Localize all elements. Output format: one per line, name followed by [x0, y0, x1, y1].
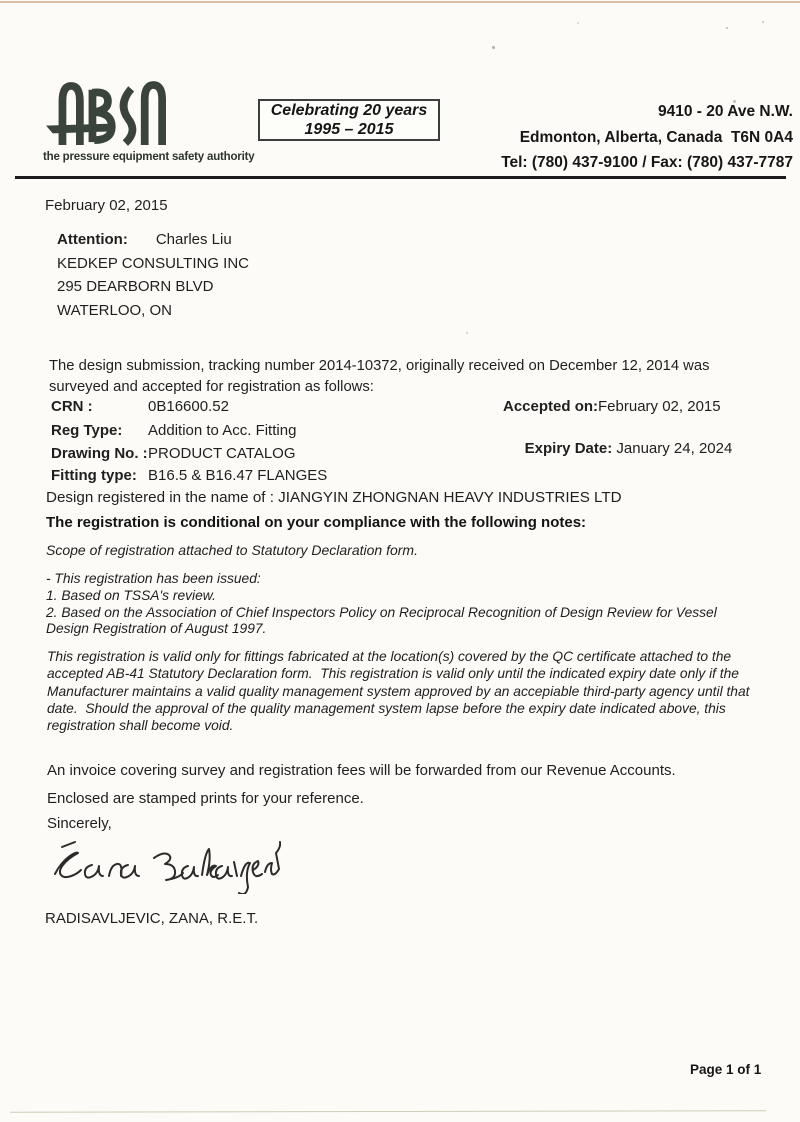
- recipient-city: WATERLOO, ON: [57, 301, 173, 319]
- scan-speck: [577, 22, 579, 24]
- page-number: Page 1 of 1: [690, 1062, 762, 1077]
- enclosed-line: Enclosed are stamped prints for your reference.: [47, 790, 364, 807]
- scan-speck: [466, 332, 468, 334]
- attention-label: Attention:: [57, 231, 128, 248]
- logo-tagline: the pressure equipment safety authority: [43, 151, 255, 163]
- conditional-heading: The registration is conditional on your compliance with the following notes:: [46, 514, 587, 531]
- anniversary-box: [258, 99, 440, 141]
- address-line2: Edmonton, Alberta, Canada T6N 0A4: [519, 128, 793, 146]
- fitting-type-value: B16.5 & B16.47 FLANGES: [148, 467, 328, 484]
- field-expiry-date: [508, 423, 732, 474]
- attention-name: Charles Liu: [155, 231, 232, 248]
- crn-label: CRN :: [51, 398, 93, 415]
- issued-note-line: 1. Based on TSSA's review.: [46, 587, 216, 603]
- address-line3: Tel: (780) 437-9100 / Fax: (780) 437-7787: [501, 154, 793, 171]
- reg-type-value: Addition to Acc. Fitting: [148, 422, 297, 439]
- accepted-on-value: February 02, 2015: [598, 398, 721, 415]
- header-divider-rule: [15, 176, 786, 179]
- registered-name-line: Design registered in the name of : JIANGYIN ZHONGNAN HEAVY INDUSTRIES LTD: [46, 489, 622, 506]
- scan-edge-top: [0, 1, 800, 3]
- reg-type-label: Reg Type:: [51, 422, 123, 439]
- anniversary-line1: Celebrating 20 years: [270, 102, 428, 119]
- recipient-street: 295 DEARBORN BLVD: [57, 278, 214, 295]
- field-accepted-on: [503, 398, 721, 415]
- anniversary-line2: 1995 – 2015: [304, 121, 394, 138]
- signer-name: RADISAVLJEVIC, ZANA, R.E.T.: [45, 910, 259, 927]
- address-line1: 9410 - 20 Ave N.W.: [658, 103, 793, 120]
- drawing-no-label: Drawing No. :: [51, 445, 148, 462]
- field-crn: [51, 398, 229, 415]
- validity-paragraph: This registration is valid only for fittings fabricated at the location(s) covered by the QC certificate attached to the accepted AB-41 Statutory Declaration form. This registration is valid only until the indicated expiry date only if the Manufacturer maintains a valid quality management system approved by an accepiable third-party agency until that date. Should the approval of the quality management system lapse before the expiry date indicated above, this registration shall become void.: [47, 649, 754, 734]
- crn-value: 0B16600.52: [148, 398, 229, 415]
- issued-note-line: - This registration has been issued:: [46, 571, 261, 586]
- letterhead-address: [501, 99, 793, 176]
- expiry-date-label: Expiry Date:: [524, 440, 613, 457]
- accepted-on-label: Accepted on:: [503, 398, 599, 415]
- letter-date: February 02, 2015: [45, 197, 168, 214]
- scan-speck: [762, 21, 764, 23]
- scan-edge-bottom: [10, 1110, 766, 1113]
- closing-line: Sincerely,: [47, 815, 112, 832]
- invoice-line: An invoice covering survey and registration fees will be forwarded from our Revenue Accounts.: [47, 762, 676, 779]
- scan-speck: [492, 46, 495, 49]
- drawing-no-value: PRODUCT CATALOG: [148, 445, 296, 462]
- field-fitting-type: [51, 467, 327, 484]
- intro-paragraph: The design submission, tracking number 2014-10372, originally received on December 12, 2014 was surveyed and accepted for registration as follows:: [49, 358, 710, 395]
- issued-note-line: 2. Based on the Association of Chief Inspectors Policy on Reciprocal Recognition of Design Review for Vessel Design Registration of August 1997.: [46, 604, 717, 637]
- expiry-date-value: January 24, 2024: [612, 440, 733, 457]
- recipient-company: KEDKEP CONSULTING INC: [57, 254, 249, 272]
- absa-logo: [46, 80, 166, 148]
- issued-notes: [46, 571, 750, 638]
- scan-speck: [726, 27, 728, 29]
- field-reg-type: [51, 422, 296, 439]
- fitting-type-label: Fitting type:: [51, 467, 137, 484]
- signature-handwriting: [46, 834, 281, 894]
- attention-line: [57, 228, 249, 252]
- scope-note: Scope of registration attached to Statutory Declaration form.: [46, 542, 418, 558]
- field-drawing-no: [51, 445, 296, 462]
- recipient-block: [57, 228, 249, 322]
